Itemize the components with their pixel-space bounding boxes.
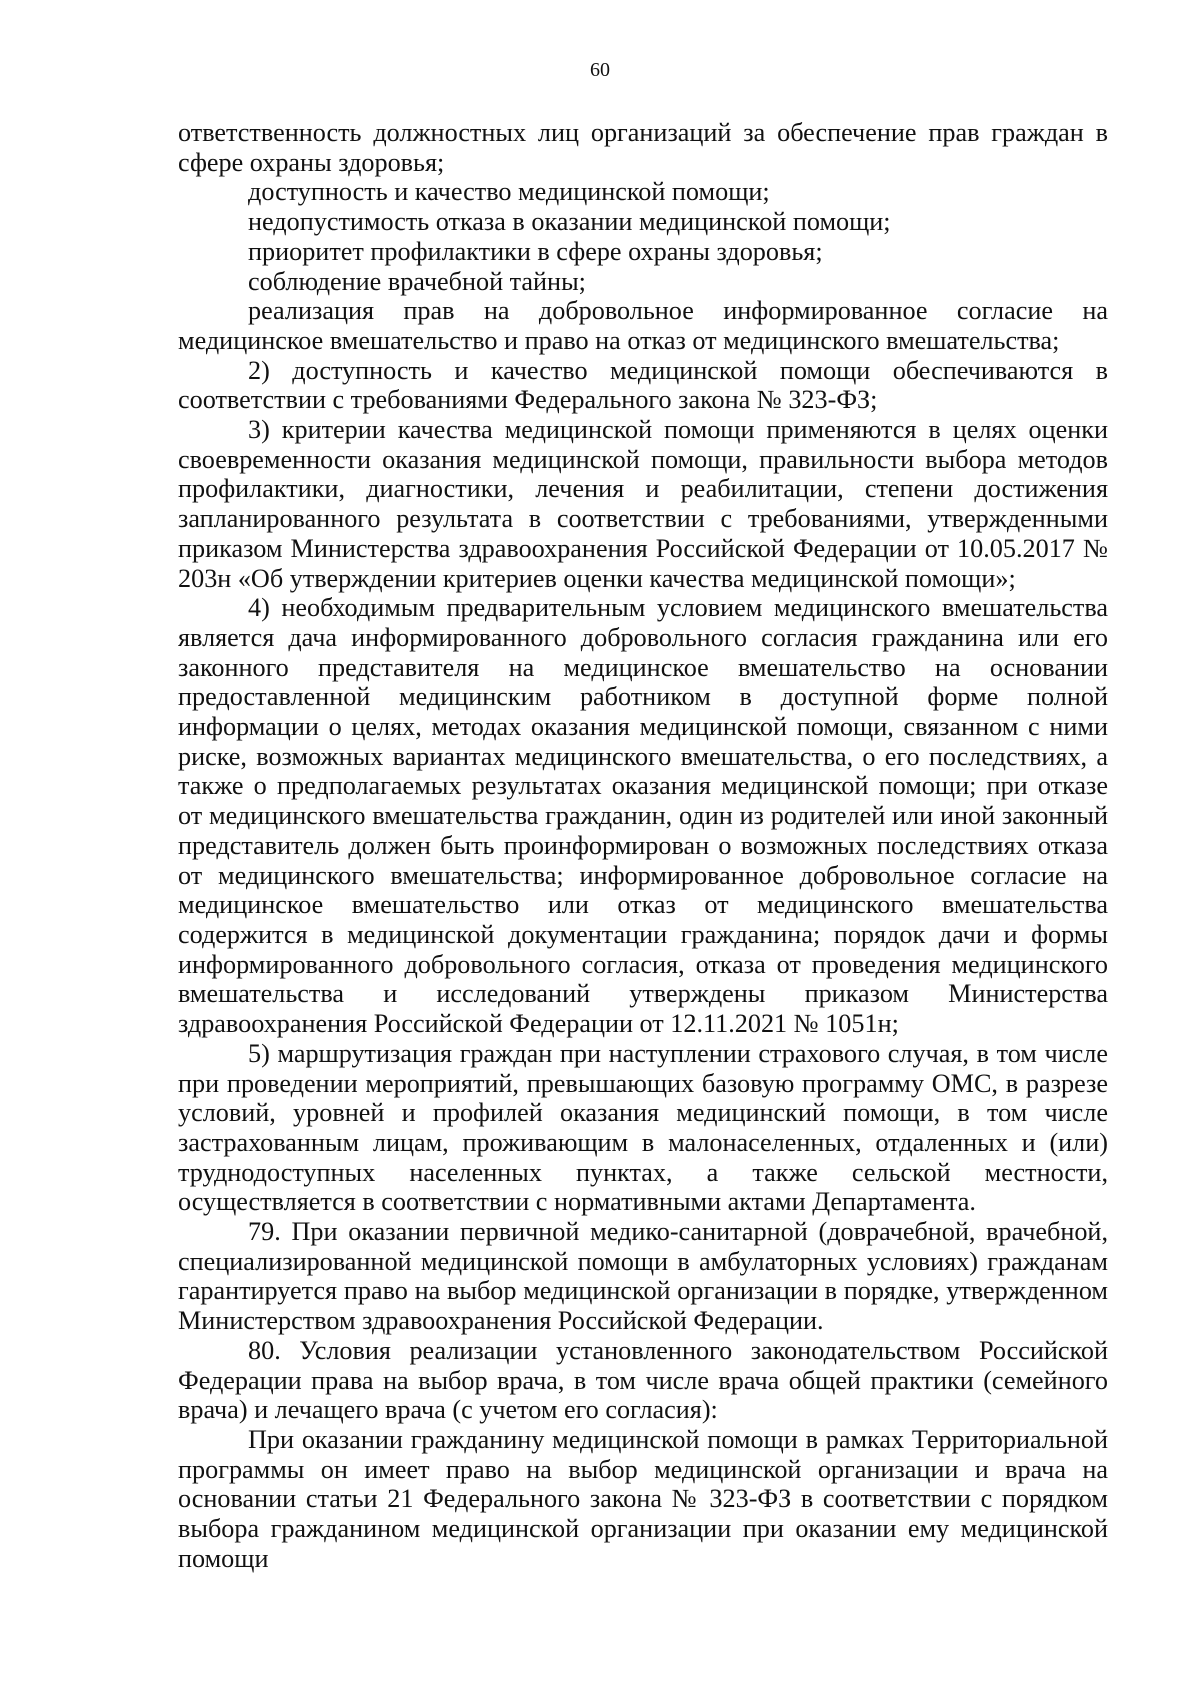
- section-80: 80. Условия реализации установленного законодательством Российской Федерации права на выбор врача, в том числе врача общей практики (семейного врача) и лечащего врача (с учетом его согласия):: [178, 1335, 1108, 1425]
- list-item-refusal-inadmissibility: недопустимость отказа в оказании медицинской помощи;: [248, 207, 891, 237]
- section-79: 79. При оказании первичной медико-санитарной (доврачебной, врачебной, специализированной медицинской помощи в амбулаторных условиях) гражданам гарантируется право на выбор медицинской организации в порядке, утвержденном Министерством здравоохранения Российской Федерации.: [178, 1217, 1108, 1336]
- list-item-informed-consent: реализация прав на добровольное информированное согласие на медицинское вмешательство и право на отказ от медицинского вмешательства;: [178, 296, 1108, 355]
- clause-4: 4) необходимым предварительным условием медицинского вмешательства является дача информированного добровольного согласия гражданина или его законного представителя на медицинское вмешательство на основании предоставленной медицинским работником в доступной форме полной информации о целях, методах оказания медицинской помощи, связанном с ними риске, возможных вариантах медицинского вмешательства, о его последствиях, а также о предполагаемых результатах оказания медицинской помощи; при отказе от медицинского вмешательства гражданин, один из родителей или иной законный представитель должен быть проинформирован о возможных последствиях отказа от медицинского вмешательства; информированное добровольное согласие на медицинское вмешательство или отказ от медицинского вмешательства содержится в медицинской документации гражданина; порядок дачи и формы информированного добровольного согласия, отказа от проведения медицинского вмешательства и исследований утверждены приказом Министерства здравоохранения Российской Федерации от 12.11.2021 № 1051н;: [178, 593, 1108, 1039]
- page-number: 60: [590, 59, 610, 81]
- paragraph-choice-of-doctor: При оказании гражданину медицинской помощи в рамках Территориальной программы он имеет право на выбор медицинской организации и врача на основании статьи 21 Федерального закона № 323-ФЗ в соответствии с порядком выбора гражданином медицинской организации при оказании ему медицинской помощи: [178, 1424, 1108, 1573]
- clause-2: 2) доступность и качество медицинской помощи обеспечиваются в соответствии с требованиями Федерального закона № 323-ФЗ;: [178, 355, 1108, 415]
- body-text: [178, 118, 1108, 1573]
- paragraph-continuation: ответственность должностных лиц организаций за обеспечение прав граждан в сфере охраны здоровья;: [178, 118, 1108, 177]
- clause-5: 5) маршрутизация граждан при наступлении страхового случая, в том числе при проведении мероприятий, превышающих базовую программу ОМС, в разрезе условий, уровней и профилей оказания медицинский помощи, в том числе застрахованным лицам, проживающим в малонаселенных, отдаленных и (или) труднодоступных населенных пунктах, а также сельской местности, осуществляется в соответствии с нормативными актами Департамента.: [178, 1038, 1108, 1217]
- list-item-medical-secrecy: соблюдение врачебной тайны;: [248, 266, 586, 296]
- clause-3: 3) критерии качества медицинской помощи применяются в целях оценки своевременности оказания медицинской помощи, правильности выбора методов профилактики, диагностики, лечения и реабилитации, степени достижения запланированного результата в соответствии с требованиями, утвержденными приказом Министерства здравоохранения Российской Федерации от 10.05.2017 № 203н «Об утверждении критериев оценки качества медицинской помощи»;: [178, 415, 1108, 593]
- list-item-prevention-priority: приоритет профилактики в сфере охраны здоровья;: [248, 236, 823, 266]
- list-item-accessibility: доступность и качество медицинской помощи;: [248, 177, 770, 207]
